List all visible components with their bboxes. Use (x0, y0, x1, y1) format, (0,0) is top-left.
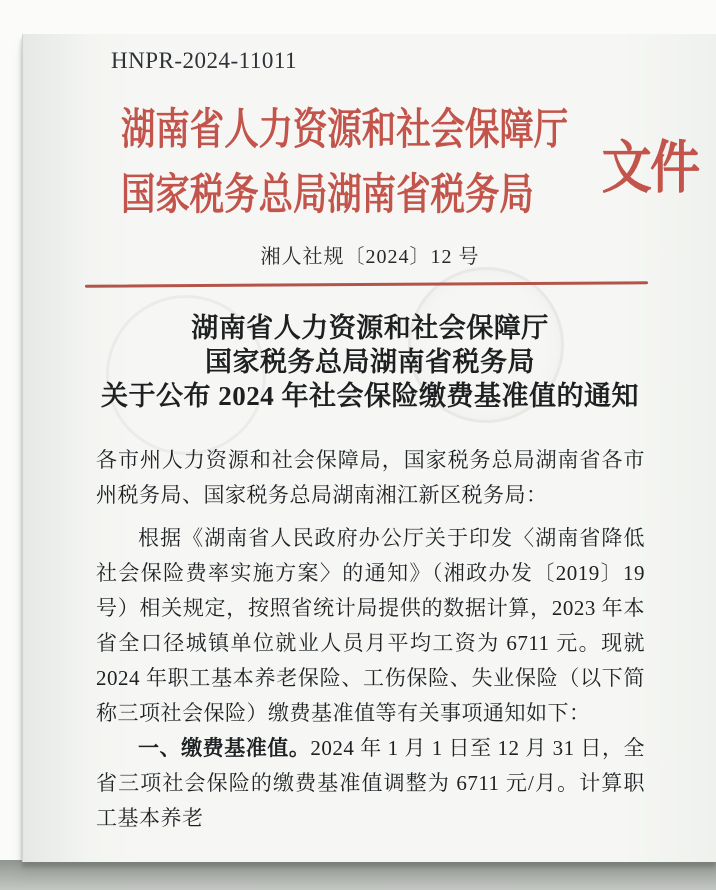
document-reference-code: HNPR-2024-11011 (111, 48, 297, 73)
letterhead-org-line-1: 湖南省人力资源和社会保障厅 (121, 107, 569, 154)
item-1-paragraph (96, 731, 645, 836)
title-line-3: 关于公布 2024 年社会保险缴费基准值的通知 (101, 381, 639, 411)
document-issue-number: 湘人社规〔2024〕12 号 (260, 246, 480, 268)
document-page (22, 34, 716, 862)
red-divider-line (85, 281, 648, 287)
title-line-2: 国家税务总局湖南省税务局 (205, 347, 535, 377)
letterhead-org-names (121, 98, 568, 228)
document-title (63, 311, 677, 413)
title-line-1: 湖南省人力资源和社会保障厅 (191, 313, 549, 343)
document-body (96, 443, 645, 836)
scan-shadow (0, 860, 716, 890)
letterhead-document-suffix: 文件 (601, 137, 699, 200)
salutation-paragraph: 各市州人力资源和社会保障局，国家税务总局湖南省各市州税务局、国家税务总局湖南湘江新区税务局： (96, 448, 645, 507)
item-1-lead: 一、缴费基准值。 (138, 736, 311, 760)
red-letterhead (121, 98, 705, 228)
letterhead-org-line-2: 国家税务总局湖南省税务局 (121, 172, 534, 219)
intro-paragraph: 根据《湖南省人民政府办公厅关于印发〈湖南省降低社会保险费率实施方案〉的通知》（湘政办发〔2019〕19 号）相关规定，按照省统计局提供的数据计算，2023 年本省全口径城镇单位就业人员月平均工资为 6711 元。现就 2024 年职工基本养老保险、工伤保险、失业保险（以下简称三项社会保险）缴费基准值等有关事项通知如下： (96, 526, 645, 725)
item-1-text: 2024 年 1 月 1 日至 12 月 31 日，全省三项社会保险的缴费基准值调整为 6711 元/月。计算职工基本养老 (96, 736, 646, 830)
